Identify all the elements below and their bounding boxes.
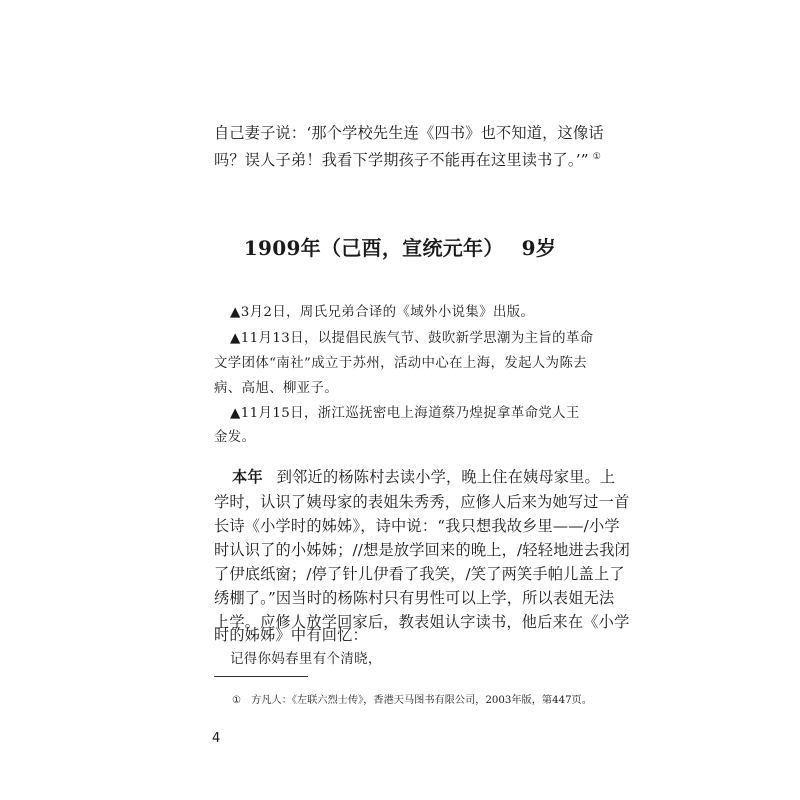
main-lead: 本年	[232, 468, 263, 486]
main-line-1	[232, 466, 615, 487]
intro-line-2-text: 吗？误人子弟！我看下学期孩子不能再在这里读书了。’”	[214, 151, 589, 169]
event-line-5: ▲11月15日，浙江巡抚密电上海道蔡乃煌捉拿革命党人王	[230, 406, 580, 421]
poem-line: 记得你妈春里有个清晓，	[230, 652, 382, 667]
main-line-4: 时认识了的小姊姊；//想是放学回来的晚上，/轻轻地进去我闭	[214, 541, 631, 559]
chapter-age: 9岁	[521, 236, 557, 260]
event-line-1: ▲3月2日，周氏兄弟合译的《域外小说集》出版。	[230, 305, 535, 320]
footnote-rule	[214, 676, 308, 677]
main-line-2: 学时，认识了姨母家的表姐朱秀秀，应修人后来为她写过一首	[214, 493, 630, 511]
event-line-4: 病、高旭、柳亚子。	[214, 381, 339, 396]
main-line-7: 上学。应修人放学回家后，教表姐认字读书，他后来在《小学	[214, 613, 630, 631]
footnote-text: 方凡人：《左联六烈士传》，香港天马图书有限公司，2003年版，第447页。	[251, 695, 592, 706]
event-line-2: ▲11月13日，以提倡民族气节、鼓吹新学思潮为主旨的革命	[230, 331, 594, 346]
main-line-8: 时的姊姊》中有回忆：	[214, 626, 368, 644]
main-line-6: 绣棚了。”因当时的杨陈村只有男性可以上学，所以表姐无法	[214, 589, 615, 607]
page-number: 4	[212, 731, 221, 746]
main-line-1-text: 到邻近的杨陈村去读小学，晚上住在姨母家里。上	[276, 468, 616, 486]
footnote-reference[interactable]: ①	[592, 151, 601, 162]
chapter-year-title: 1909年（己酉，宣统元年）	[243, 236, 504, 260]
main-line-5: 了伊底纸窗；/停了针儿伊看了我笑，/笑了两笑手帕儿盖上了	[214, 565, 625, 583]
event-line-6: 金发。	[214, 430, 256, 445]
event-line-3: 文学团体“南社”成立于苏州，活动中心在上海，发起人为陈去	[214, 356, 588, 371]
chapter-title	[0, 232, 800, 261]
footnote	[232, 691, 592, 706]
intro-line-2	[214, 149, 601, 170]
main-line-3: 长诗《小学时的姊姊》，诗中说：“我只想我故乡里——/小学	[214, 517, 620, 535]
intro-line-1: 自己妻子说：‘那个学校先生连《四书》也不知道，这像话	[214, 124, 604, 142]
footnote-number: ①	[232, 695, 242, 706]
